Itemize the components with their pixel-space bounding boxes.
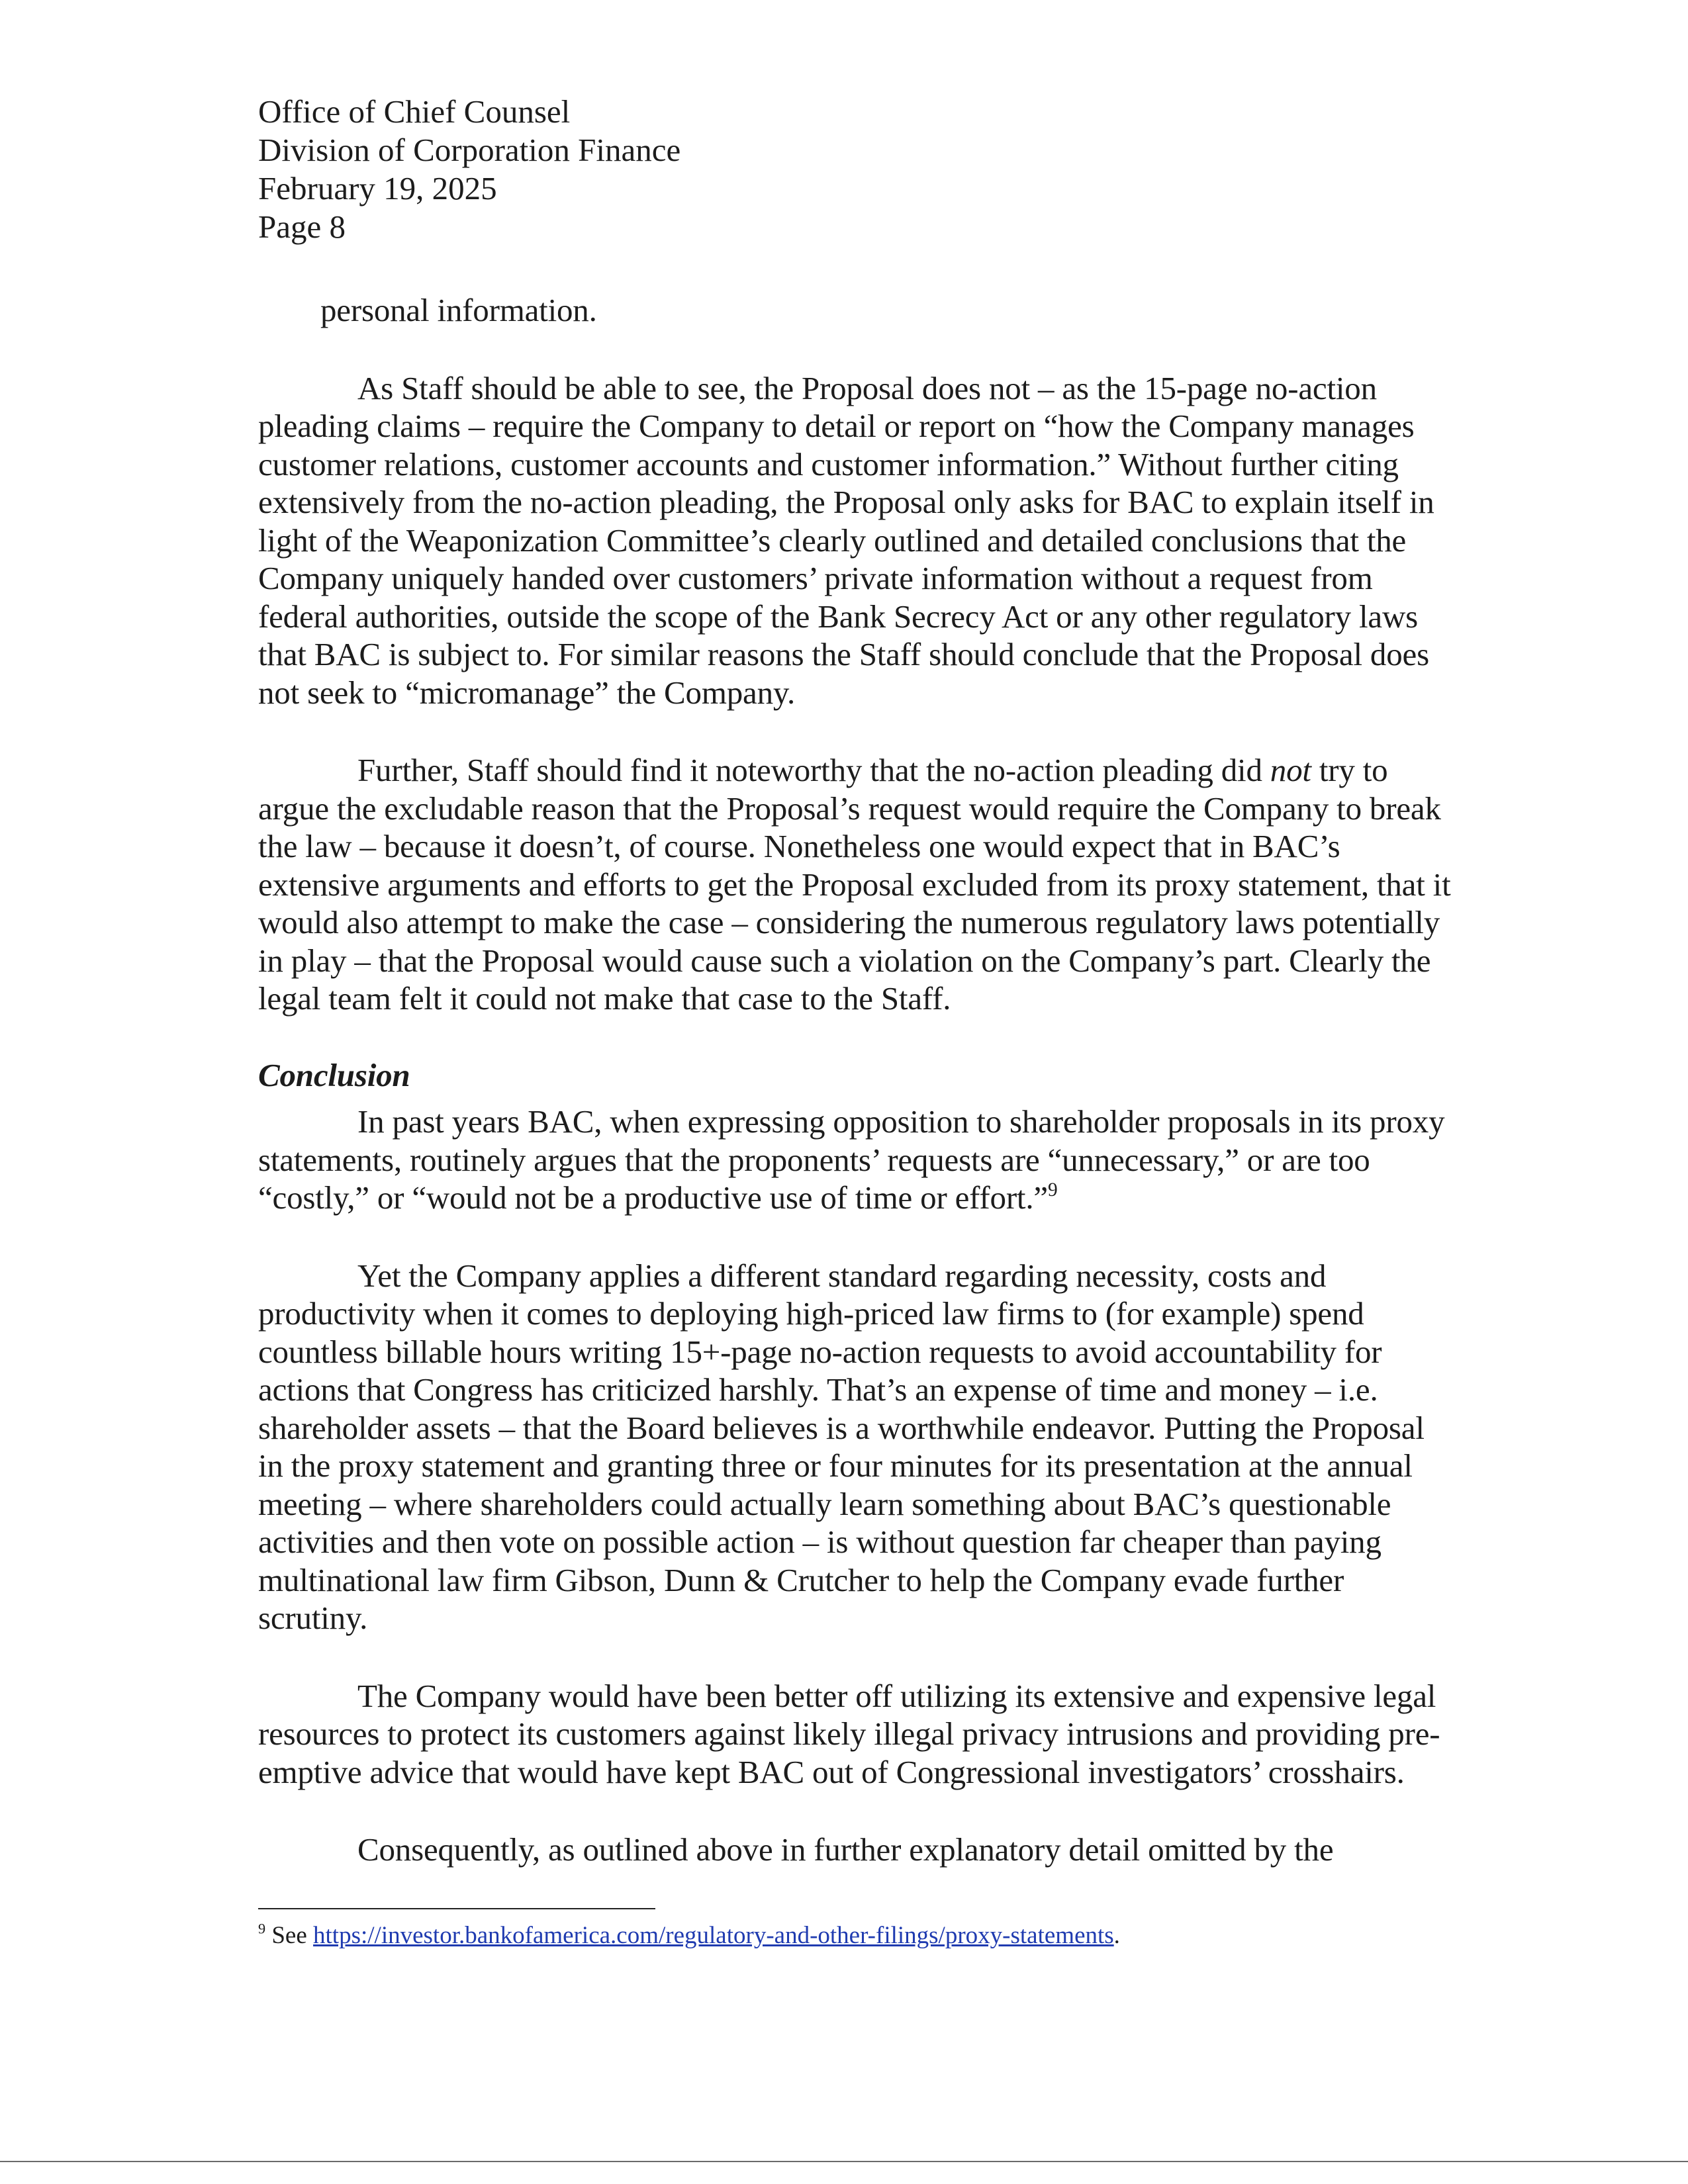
footnote: [258, 1921, 1120, 1950]
paragraph-consequently: Consequently, as outlined above in further explanatory detail omitted by the: [357, 1831, 1334, 1868]
paragraph-better-off: The Company would have been better off utilizing its extensive and expensive legal resources to protect its customers against likely illegal privacy intrusions and providing pre-emptive advice that would have kept BAC out of Congressional investigators’ crosshairs.: [258, 1677, 1440, 1790]
footnote-divider: [258, 1908, 655, 1909]
page-bottom-edge: [0, 2161, 1688, 2162]
letter-body: [258, 291, 1456, 1869]
paragraph-continuation: personal information.: [320, 292, 597, 328]
header-office: Office of Chief Counsel: [258, 93, 571, 130]
footnote-prefix: See: [265, 1922, 314, 1949]
paragraph-past-years: [258, 1103, 1456, 1217]
footnote-number: 9: [258, 1920, 266, 1937]
paragraph-noteworthy-start: Further, Staff should find it noteworthy that the no-action pleading did: [357, 752, 1270, 788]
header-division: Division of Corporation Finance: [258, 132, 681, 168]
header-page-number: Page 8: [258, 208, 346, 245]
paragraph-staff-should-see: As Staff should be able to see, the Proposal does not – as the 15-page no-action pleading claims – require the Company to detail or report on “how the Company manages customer relations, customer accounts and customer information.” Without further citing extensively from the no-action pleading, the Proposal only asks for BAC to explain itself in light of the Weaponization Committee’s clearly outlined and detailed conclusions that the Company uniquely handed over customers’ private information without a request from federal authorities, outside the scope of the Bank Secrecy Act or any other regulatory laws that BAC is subject to. For similar reasons the Staff should conclude that the Proposal does not seek to “micromanage” the Company.: [258, 369, 1434, 711]
letter-header: [258, 93, 680, 246]
header-date: February 19, 2025: [258, 170, 497, 206]
paragraph-past-years-text: In past years BAC, when expressing opposition to shareholder proposals in its proxy statements, routinely argues that the proponents’ requests are “unnecessary,” or are too “costly,” or “would not be a productive use of time or effort.”: [258, 1103, 1445, 1216]
section-heading-conclusion: Conclusion: [258, 1056, 410, 1093]
emphasis-not: not: [1270, 752, 1311, 788]
paragraph-noteworthy-end: try to argue the excludable reason that the Proposal’s request would require the Company to break the law – because it doesn’t, of course. Nonetheless one would expect that in BAC’s extensive arguments and efforts to get the Proposal excluded from its proxy statement, that it would also attempt to make the case – considering the numerous regulatory laws potentially in play – that the Proposal would cause such a violation on the Company’s part. Clearly the legal team felt it could not make that case to the Staff.: [258, 752, 1451, 1017]
footnote-link[interactable]: https://investor.bankofamerica.com/regulatory-and-other-filings/proxy-statements: [313, 1922, 1114, 1949]
paragraph-different-standard: Yet the Company applies a different standard regarding necessity, costs and productivity when it comes to deploying high-priced law firms to (for example) spend countless billable hours writing 15+-page no-action requests to avoid accountability for actions that Congress has criticized harshly. That’s an expense of time and money – i.e. shareholder assets – that the Board believes is a worthwhile endeavor. Putting the Proposal in the proxy statement and granting three or four minutes for its presentation at the annual meeting – where shareholders could actually learn something about BAC’s questionable activities and then vote on possible action – is without question far cheaper than paying multinational law firm Gibson, Dunn & Crutcher to help the Company evade further scrutiny.: [258, 1257, 1425, 1636]
footnote-suffix: .: [1113, 1922, 1120, 1949]
footnote-reference: 9: [1047, 1179, 1058, 1201]
paragraph-noteworthy: [258, 751, 1456, 1018]
